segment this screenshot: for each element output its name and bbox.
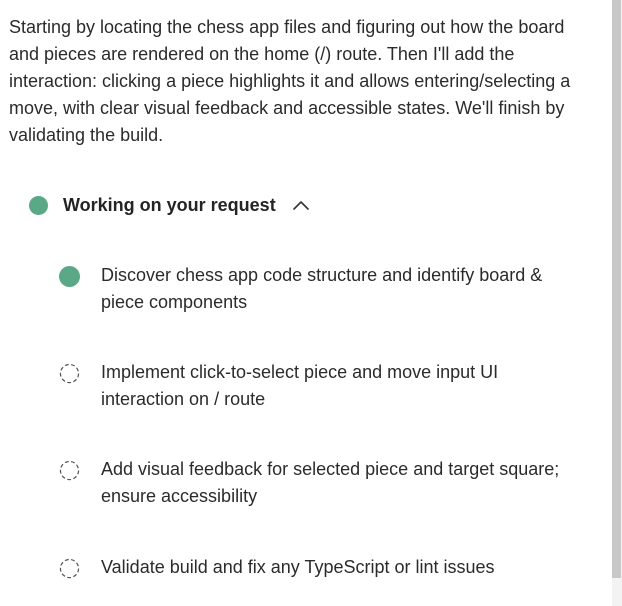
scrollbar[interactable] bbox=[612, 0, 622, 606]
dashed-circle-icon bbox=[59, 460, 80, 481]
task-label: Validate build and fix any TypeScript or lint issues bbox=[101, 557, 495, 577]
task-label: Add visual feedback for selected piece and target square; ensure accessibility bbox=[101, 459, 560, 506]
task-label: Implement click-to-select piece and move input UI interaction on / route bbox=[101, 362, 499, 409]
dashed-circle-icon bbox=[59, 558, 80, 579]
task-label: Discover chess app code structure and identify board & piece components bbox=[101, 265, 543, 312]
dashed-circle-icon bbox=[59, 363, 80, 384]
assistant-message-text: Starting by locating the chess app files and figuring out how the board and pieces are rendered on the home (/) route. Then I'll add the interaction: clicking a piece highlights it and allows entering/selecting a move, with clear visual feedback and accessible states. We'll finish by validating the build. bbox=[9, 17, 571, 145]
filled-dot-icon bbox=[59, 266, 80, 287]
status-dot-icon bbox=[29, 196, 48, 215]
status-title: Working on your request bbox=[63, 194, 276, 215]
status-toggle[interactable] bbox=[29, 190, 310, 220]
chevron-up-icon bbox=[292, 199, 310, 211]
scrollbar-thumb[interactable] bbox=[612, 0, 621, 578]
